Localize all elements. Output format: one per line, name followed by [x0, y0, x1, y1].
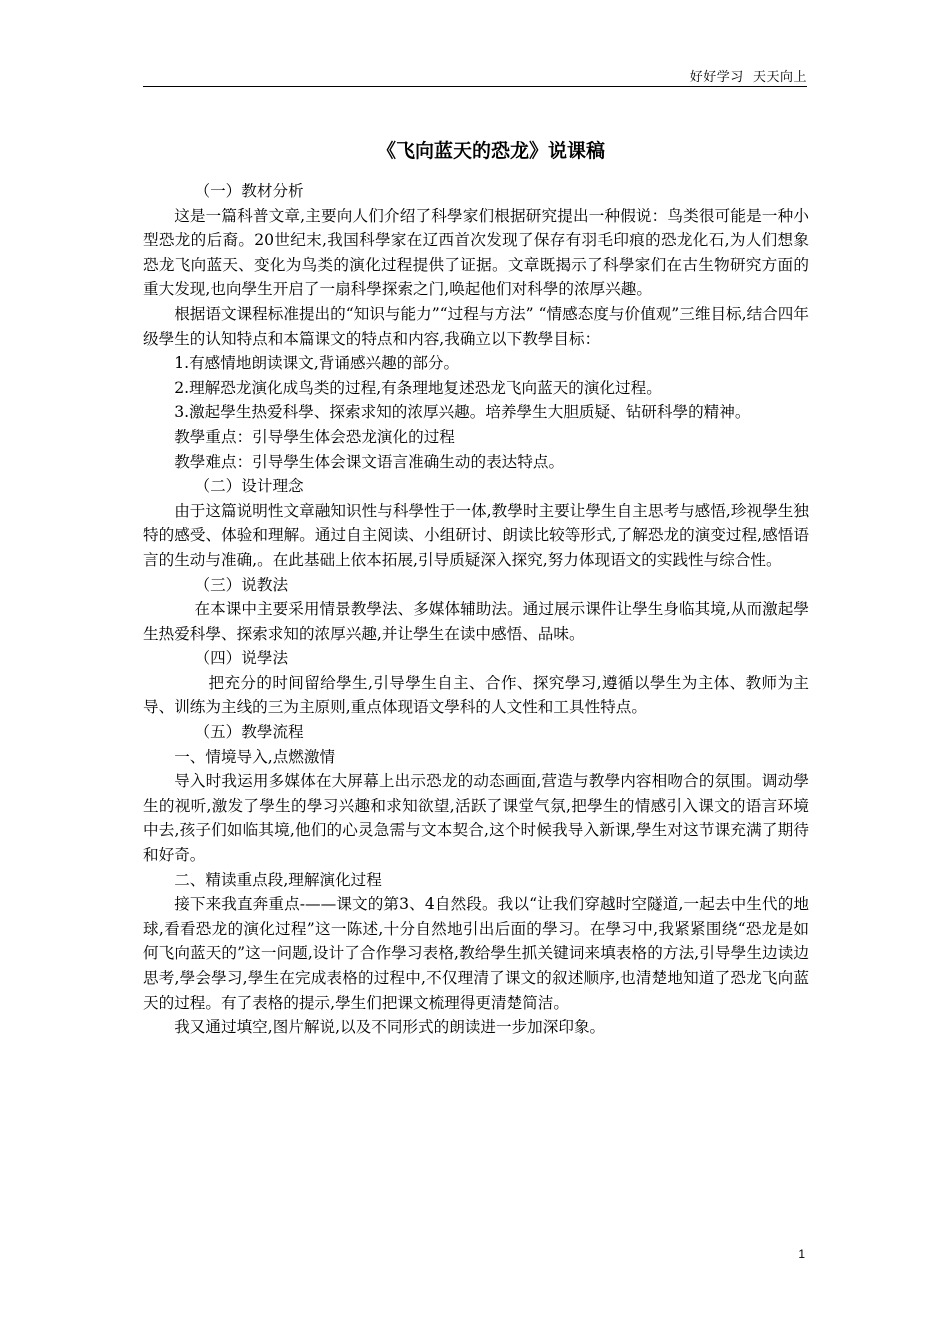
paragraph: 根据语文课程标准提出的“知识与能力”“过程与方法” “情感态度与价值观”三维目标,结合四年级學生的认知特点和本篇课文的特点和内容,我确立以下教學目标：	[143, 304, 809, 348]
paragraph: （三）说教法	[194, 575, 289, 594]
paragraph: 2.理解恐龙演化成鸟类的过程,有条理地复述恐龙飞向蓝天的演化过程。	[174, 378, 662, 397]
paragraph: （五）教學流程	[194, 723, 304, 742]
paragraph: （二）设计理念	[194, 477, 304, 496]
paragraph: 教學难点：引导學生体会课文语言准确生动的表达特点。	[174, 452, 565, 471]
paragraph: （一）教材分析	[194, 182, 304, 200]
header-divider	[143, 86, 807, 87]
paragraph: 导入时我运用多媒体在大屏幕上出示恐龙的动态画面,营造与教學内容相吻合的氛围。调动學生的视听,激发了學生的學习兴趣和求知欲望,活跃了课堂气氛,把學生的情感引入课文的语言环境中去,孩子们如临其境,他们的心灵急需与文本契合,这个时候我导入新课,學生对这节课充满了期待和好奇。	[143, 772, 809, 865]
paragraph: 接下来我直奔重点-——课文的第3、4自然段。我以“让我们穿越时空隧道,一起去中生代的地球,看看恐龙的演化过程”这一陈述,十分自然地引出后面的學习。在學习中,我紧紧围绕“恐龙是如何飞向蓝天的”这一问题,设计了合作學习表格,教给學生抓关键词来填表格的方法,引导學生边读边思考,學会學习,學生在完成表格的过程中,不仅理清了课文的叙述顺序,也清楚地知道了恐龙飞向蓝天的过程。有了表格的提示,學生们把课文梳理得更清楚简洁。	[143, 895, 809, 1012]
paragraph: 这是一篇科普文章,主要向人们介绍了科學家们根据研究提出一种假说：鸟类很可能是一种小型恐龙的后裔。20世纪末,我国科學家在辽西首次发现了保存有羽毛印痕的恐龙化石,为人们想象恐龙飞向蓝天、变化为鸟类的演化过程提供了证据。文章既揭示了科學家们在古生物研究方面的重大发现,也向學生开启了一扇科學探索之门,唤起他们对科學的浓厚兴趣。	[143, 206, 809, 299]
paragraph: 我又通过填空,图片解说,以及不同形式的朗读进一步加深印象。	[174, 1018, 606, 1037]
paragraph: 把充分的时间留给學生,引导學生自主、合作、探究學习,遵循以學生为主体、教师为主导、训练为主线的三为主原则,重点体现语文學科的人文性和工具性特点。	[143, 673, 809, 717]
paragraph: 一、情境导入,点燃激情	[174, 747, 336, 766]
paragraph: 二、精读重点段,理解演化过程	[174, 870, 382, 889]
paragraph: 3.激起學生热爱科學、探索求知的浓厚兴趣。培养學生大胆质疑、钻研科學的精神。	[174, 403, 751, 422]
paragraph: 教學重点：引导學生体会恐龙演化的过程	[174, 427, 455, 446]
paragraph: 由于这篇说明性文章融知识性与科學性于一体,教學时主要让學生自主思考与感悟,珍视學生独特的感受、体验和理解。通过自主阅读、小组研讨、朗读比较等形式,了解恐龙的演变过程,感悟语言的生动与准确,。在此基础上依本拓展,引导质疑深入探究,努力体现语文的实践性与综合性。	[143, 501, 809, 569]
page-header: 好好学习 天天向上	[689, 70, 807, 85]
paragraph: （四）说學法	[194, 649, 289, 668]
paragraph: 在本课中主要采用情景教學法、多媒体辅助法。通过展示课件让學生身临其境,从而激起學生热爱科學、探索求知的浓厚兴趣,并让學生在读中感悟、品味。	[143, 600, 809, 643]
document-body	[143, 135, 809, 1040]
paragraph-list	[143, 179, 809, 1040]
page-number: 1	[798, 1247, 805, 1261]
document-title: 《飞向蓝天的恐龙》说课稿	[376, 140, 605, 162]
paragraph: 1.有感情地朗读课文,背诵感兴趣的部分。	[174, 354, 460, 373]
